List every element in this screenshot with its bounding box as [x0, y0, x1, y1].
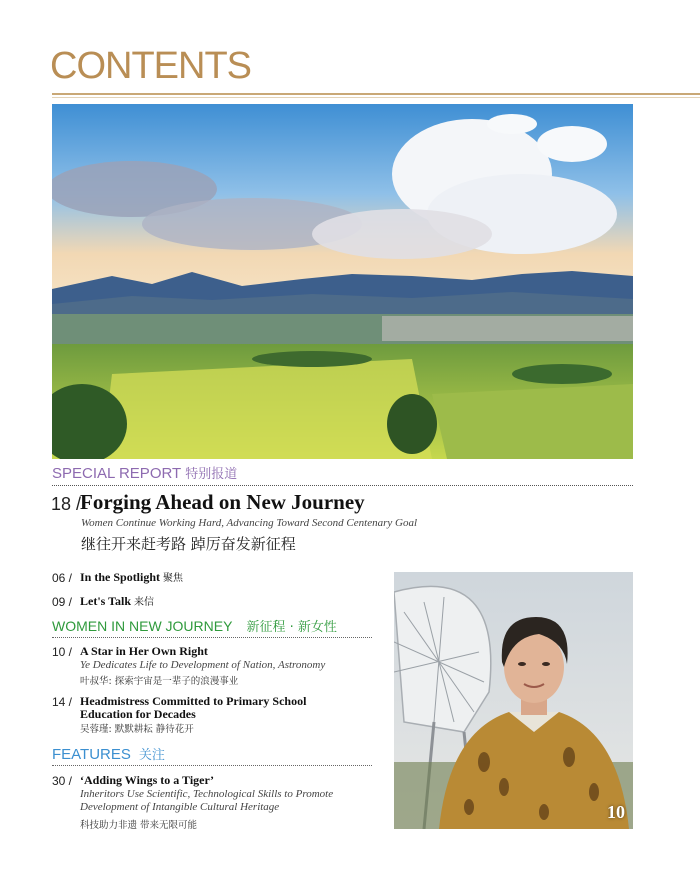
header-divider-thin: [52, 97, 700, 98]
section-label: SPECIAL REPORT: [52, 465, 182, 482]
section-label: FEATURES: [52, 746, 131, 763]
entry-page-number: 14 /: [52, 695, 73, 709]
section-label: WOMEN IN NEW JOURNEY: [52, 618, 233, 634]
entry-page-number: 30 /: [52, 774, 73, 788]
entry-in-the-spotlight[interactable]: [80, 571, 183, 585]
entry-title-text: In the Spotlight: [80, 570, 161, 584]
section-header-special-report[interactable]: [52, 464, 633, 486]
entry-a-star-in-her-own-right[interactable]: A Star in Her Own Right: [80, 644, 208, 658]
entry-page-number: 06 /: [52, 571, 73, 585]
entry-title-cn: 科技助力非遗 带来无限可能: [80, 820, 198, 831]
special-report-subtitle: Women Continue Working Hard, Advancing Toward Second Centenary Goal: [81, 517, 417, 529]
special-report-page-number: 18 /: [51, 494, 82, 514]
entry-headmistress[interactable]: Headmistress Committed to Primary School Education for Decades: [80, 694, 307, 721]
entry-title-cn: 聚焦: [163, 573, 184, 584]
entry-page-number: 09 /: [52, 595, 73, 609]
section-header-features[interactable]: [52, 746, 372, 766]
entry-page-number: 10 /: [52, 645, 73, 659]
section-label-cn: 关注: [138, 748, 165, 763]
entry-title-cn: 叶叔华: 探索宇宙是一辈子的浪漫事业: [80, 676, 239, 687]
portrait-photo[interactable]: [394, 572, 633, 829]
entry-lets-talk[interactable]: [80, 595, 154, 609]
special-report-title-cn: 继往开来赶考路 踔厉奋发新征程: [81, 535, 296, 553]
entry-subtitle: Inheritors Use Scientific, Technological Skills to Promote Development of Intangible Cultural Heritage: [80, 788, 334, 813]
special-report-title[interactable]: Forging Ahead on New Journey: [80, 490, 365, 514]
section-label-cn: 新征程 · 新女性: [246, 620, 337, 635]
page-number-badge: 10: [607, 802, 625, 822]
header-divider: [52, 93, 700, 95]
entry-title-cn: 来信: [134, 597, 155, 608]
entry-title-text: Let's Talk: [80, 594, 132, 608]
section-header-women[interactable]: [52, 617, 372, 638]
entry-title-cn: 吴蓉瑾: 默默耕耘 静待花开: [80, 724, 194, 735]
page-title: CONTENTS: [50, 45, 251, 87]
hero-landscape-image[interactable]: [52, 104, 633, 459]
section-label-cn: 特别报道: [185, 467, 238, 482]
entry-subtitle: Ye Dedicates Life to Development of Nation, Astronomy: [80, 659, 326, 671]
entry-adding-wings-to-a-tiger[interactable]: ‘Adding Wings to a Tiger’: [80, 773, 215, 787]
